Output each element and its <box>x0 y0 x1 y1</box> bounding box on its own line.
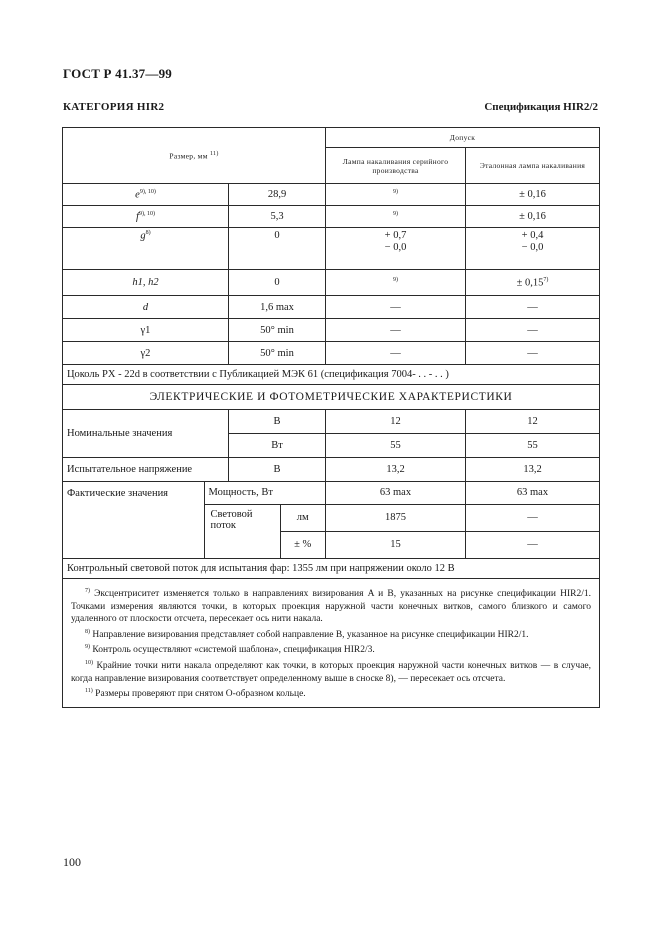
reference-f: ± 0,16 <box>466 206 600 228</box>
value-e: 28,9 <box>229 184 326 206</box>
footnote-9: $^{9)}$ Контроль осуществляют «системой шаблона», спецификация HIR2/3. <box>85 644 375 656</box>
nominal-label: Номинальные значения <box>63 410 229 458</box>
actual-label: Фактические значения <box>63 482 204 558</box>
value-gamma1: 50° min <box>229 319 326 342</box>
table-row <box>63 228 600 270</box>
value-f: 5,3 <box>229 206 326 228</box>
specification-label: Спецификация HIR2/2 <box>484 101 598 113</box>
page-number: 100 <box>63 855 81 869</box>
reference-g: + 0,4 − 0,0 <box>466 228 600 270</box>
table-row <box>63 184 600 206</box>
test-voltage-reference: 13,2 <box>466 458 600 482</box>
electrical-section-title: ЭЛЕКТРИЧЕСКИЕ И ФОТОМЕТРИЧЕСКИЕ ХАРАКТЕРИСТИКИ <box>63 385 600 410</box>
standard-designation: ГОСТ Р 41.37—99 <box>63 66 172 81</box>
value-g: 0 <box>229 228 326 270</box>
footnote-8: $^{8)}$ Направление визирования представляет собой направление B, указанное на рисунке спецификации HIR2/1. <box>85 628 529 640</box>
reference-gamma2: — <box>466 342 600 365</box>
flux-serial-lm: 1875 <box>326 504 465 531</box>
col-reference-header: Эталонная лампа накаливания <box>466 148 600 184</box>
table-row <box>63 458 600 482</box>
nominal-serial-v: 12 <box>326 410 466 434</box>
test-voltage-label: Испытательное напряжение <box>63 458 229 482</box>
tolerance-header: Допуск <box>326 128 600 148</box>
serial-gamma2: — <box>326 342 466 365</box>
value-gamma2: 50° min <box>229 342 326 365</box>
serial-h: 9) <box>326 270 466 296</box>
footnote-10: $^{10)}$ Крайние точки нити накала определяют как точки, в которых проекция наружной части конечных витков — в случае, когда направление визирования соответствует определенному выше в сноске 8), — пересекает ось отсчета. <box>71 659 592 684</box>
table-row <box>63 342 600 365</box>
serial-e: 9) <box>326 184 466 206</box>
lamp-category: КАТЕГОРИЯ HIR2 <box>63 101 165 113</box>
serial-gamma1: — <box>326 319 466 342</box>
flux-unit-percent: ± % <box>294 539 312 551</box>
dimension-g: $g^{8)}$ <box>63 228 229 270</box>
nominal-reference-v: 12 <box>466 410 600 434</box>
nominal-serial-w: 55 <box>326 434 466 458</box>
dimension-e: $e^{9), 10)}$ <box>63 184 229 206</box>
reference-h: ± $0,15^{7)}$ <box>466 270 600 296</box>
serial-g: + 0,7 − 0,0 <box>326 228 466 270</box>
footnote-7: $^{7)}$ Эксцентриситет изменяется только в направлениях визирования A и B, указанных на рисунке спецификации HIR2/1. Точками измерения являются точки, в которых проекция наружной части конечных витков, самого близкого и самого удаленного от плоскости отсчета, пересекает ось нити накала. <box>71 588 591 625</box>
actual-serial-block <box>326 482 466 559</box>
footnote-11: $^{11)}$ Размеры проверяют при снятом O-образном кольце. <box>85 688 306 700</box>
table-row <box>63 206 600 228</box>
table-row <box>63 296 600 319</box>
reference-e: ± 0,16 <box>466 184 600 206</box>
dimension-f: $f^{9), 10)}$ <box>63 206 229 228</box>
value-d: 1,6 max <box>229 296 326 319</box>
serial-f: 9) <box>326 206 466 228</box>
dimension-gamma2: γ2 <box>63 342 229 365</box>
nominal-reference-w: 55 <box>466 434 600 458</box>
flux-reference-percent: — <box>527 539 538 551</box>
table-row <box>63 319 600 342</box>
value-h: 0 <box>229 270 326 296</box>
base-note: Цоколь PX - 22d в соответствии с Публикацией МЭК 61 (спецификация 7004- . . - . . ) <box>63 365 600 385</box>
footnotes-block <box>63 579 600 708</box>
flux-reference-lm: — <box>466 504 599 531</box>
dimension-d: d <box>63 296 229 319</box>
flux-unit-lm: лм <box>280 504 325 531</box>
test-voltage-unit: В <box>229 458 326 482</box>
reference-d: — <box>466 296 600 319</box>
nominal-unit-w: Вт <box>229 434 326 458</box>
size-header: Размер, мм $^{11)}$ <box>63 128 326 184</box>
reference-gamma1: — <box>466 319 600 342</box>
col-serial-header: Лампа накаливания серийного производства <box>326 148 466 184</box>
dimension-h: h1, h2 <box>63 270 229 296</box>
nominal-unit-v: В <box>229 410 326 434</box>
serial-d: — <box>326 296 466 319</box>
power-reference: 63 max <box>466 482 599 504</box>
control-flux-note: Контрольный световой поток для испытания фар: 1355 лм при напряжении около 12 В <box>63 559 600 579</box>
power-serial: 63 max <box>326 482 465 504</box>
power-label: Мощность, Вт <box>204 482 325 504</box>
spec-table <box>62 127 600 708</box>
table-row <box>63 410 600 434</box>
test-voltage-serial: 13,2 <box>326 458 466 482</box>
dimension-gamma1: γ1 <box>63 319 229 342</box>
flux-serial-percent: 15 <box>390 539 401 551</box>
actual-values-block <box>63 482 326 559</box>
actual-reference-block <box>466 482 600 559</box>
table-row <box>63 270 600 296</box>
flux-label: Световой поток <box>204 504 280 558</box>
table-row <box>63 482 600 559</box>
